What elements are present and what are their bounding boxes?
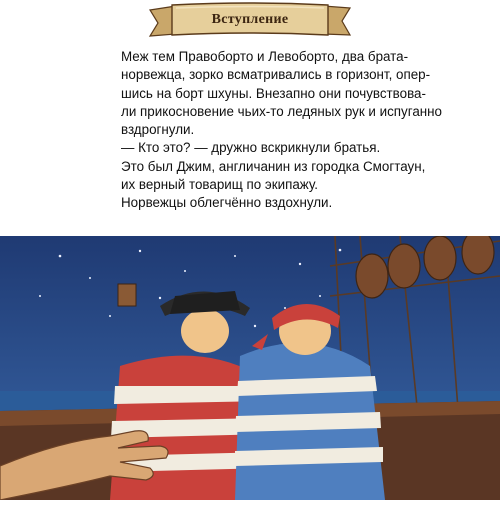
story-line: ли прикосновение чьих-то ледяных рук и испуганно — [121, 103, 443, 119]
story-line: Норвежцы облегчённо вздохнули. — [121, 195, 333, 211]
story-line: их верный товарищ по экипажу. — [121, 177, 318, 193]
pirates-at-night-image — [0, 236, 500, 500]
chapter-banner — [0, 0, 500, 42]
story-line: вздрогнули. — [121, 122, 195, 138]
story-line: шись на борт шхуны. Внезапно они почувствова- — [121, 85, 426, 101]
story-line: норвежца, зорко всматривались в горизонт, опер- — [121, 67, 431, 83]
lantern-icon — [118, 284, 136, 306]
story-line: Меж тем Правоборто и Левоборто, два брата- — [121, 49, 409, 64]
pirate-illustration — [0, 236, 500, 500]
story-line: Это был Джим, англичанин из городка Смогтаун, — [121, 158, 426, 174]
chapter-title: Вступление — [211, 12, 289, 27]
story-text — [121, 48, 461, 213]
story-line: — Кто это? — дружно вскрикнули братья. — [121, 140, 381, 156]
